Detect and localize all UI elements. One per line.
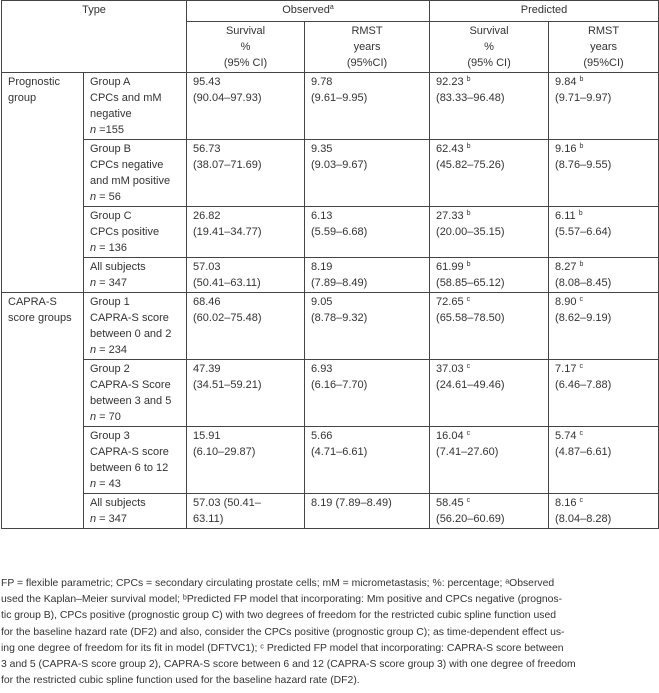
predicted-rmst-cell-footnote-mark: b [579,76,584,83]
predicted-survival-cell-value: 16.04 [436,430,464,442]
predicted-survival-cell-ci: (58.85–65.12) [436,277,505,289]
n-value: = 70 [96,411,121,423]
predicted-survival-cell-footnote-mark: c [466,363,471,370]
predicted-rmst-cell-ci: (8.62–9.19) [555,312,612,324]
predicted-rmst-cell-value: 6.11 [555,210,576,222]
n-label: n [90,411,97,423]
group-name-cell [84,494,187,529]
observed-rmst-cell-value: 6.13 [311,210,333,222]
obs-rmst-header-line3: (95%CI) [346,57,388,69]
footnote-line: FP = flexible parametric; CPCs = secondary circulating prostate cells; mM = micrometastasis; %: percentage; ᵃObserved [1,578,555,589]
group-name-line: Group 2 [90,363,130,375]
observed-rmst-cell-ci: (6.16–7.70) [311,379,368,391]
table-footnote [1,576,656,689]
predicted-rmst-cell-value: 8.90 [555,296,577,308]
observed-rmst-cell-value: 9.05 [311,296,333,308]
predicted-rmst-cell-footnote-mark: b [578,210,583,217]
predicted-header-label: Predicted [520,4,568,16]
predicted-rmst-cell-value-line [555,259,652,275]
observed-rmst-cell-ci: (9.61–9.95) [311,92,368,104]
table-row [2,293,659,360]
observed-survival-cell-ci: (50.41–63.11) [193,277,261,289]
observed-survival-cell [187,140,305,207]
observed-survival-cell-ci: (34.51–59.21) [193,379,262,391]
type-header-label: Type [82,4,106,16]
predicted-survival-cell-value: 37.03 [436,363,464,375]
observed-survival-cell-value: 68.46 [193,296,221,308]
predicted-survival-cell-value-line [436,74,542,90]
predicted-rmst-cell [549,293,659,360]
observed-rmst-cell [305,258,430,293]
observed-survival-cell-value-line [193,74,298,90]
group-name-cell [84,207,187,258]
predicted-rmst-cell [549,73,659,140]
observed-rmst-cell [305,207,430,258]
predicted-survival-cell-value-line [436,294,542,310]
group-category-label: score groups [8,312,72,324]
n-value: = 347 [96,277,128,289]
observed-survival-cell-value: 57.03 (50.41– [193,497,261,509]
table-row [2,494,659,529]
obs-survival-header [187,22,305,73]
group-name-cell [84,293,187,360]
predicted-survival-cell-footnote-mark: b [466,143,471,150]
observed-survival-cell-ci: (6.10–29.87) [193,446,256,458]
predicted-survival-cell [430,360,549,427]
table-row [2,360,659,427]
group-name-line: CAPRA-S score [90,312,169,324]
group-name-line: All subjects [90,497,146,509]
predicted-survival-cell-ci: (20.00–35.15) [436,226,505,238]
predicted-rmst-cell-footnote-mark: c [579,497,584,504]
group-n-line [90,409,180,425]
pred-rmst-header-line2: years [590,41,617,53]
observed-survival-cell-value-line [193,259,298,275]
footnote-line: tic group B), CPCs positive (prognostic group C) with two degrees of freedom for the restricted cubic spline function used [1,610,557,622]
observed-rmst-cell-value: 5.66 [311,430,333,442]
observed-rmst-cell-value: 8.19 [311,261,333,273]
group-name-line: between 0 and 2 [90,328,172,340]
group-name-cell [84,140,187,207]
group-name-cell [84,360,187,427]
predicted-survival-cell [430,494,549,529]
predicted-survival-cell-footnote-mark: c [466,497,471,504]
group-name-line: Group C [90,210,132,222]
predicted-survival-cell-footnote-mark: c [466,296,471,303]
group-name-line: negative [90,108,132,120]
observed-survival-cell [187,207,305,258]
observed-rmst-cell-value: 9.78 [311,76,333,88]
predicted-survival-cell-value-line [436,495,542,511]
predicted-rmst-cell-value-line [555,495,652,511]
survival-table [1,0,659,529]
predicted-survival-cell-value: 58.45 [436,497,464,509]
observed-header [187,1,430,22]
obs-rmst-header-line1: RMST [351,25,383,37]
predicted-rmst-cell-ci: (6.46–7.88) [555,379,612,391]
n-label: n [90,513,97,525]
observed-survival-cell-ci: (90.04–97.93) [193,92,262,104]
observed-survival-cell-ci: 63.11) [193,513,224,525]
group-name-line: Group 3 [90,430,130,442]
observed-rmst-cell-ci: (5.59–6.68) [311,226,368,238]
predicted-survival-cell-value-line [436,428,542,444]
predicted-survival-cell [430,140,549,207]
table-row [2,207,659,258]
table-row [2,73,659,140]
group-name-cell [84,427,187,494]
observed-survival-cell-ci: (19.41–34.77) [193,226,262,238]
predicted-survival-cell-ci: (56.20–60.69) [436,513,505,525]
group-n-line [90,275,180,291]
predicted-survival-cell-ci: (7.41–27.60) [436,446,499,458]
observed-survival-cell-value: 26.82 [193,210,221,222]
predicted-survival-cell-value: 27.33 [436,210,464,222]
pred-survival-header-line3: (95% CI) [467,57,511,69]
group-category-label: CAPRA-S [8,296,57,308]
group-n-line [90,189,180,205]
group-n-line [90,342,180,358]
predicted-rmst-cell-ci: (4.87–6.61) [555,446,612,458]
predicted-survival-cell [430,427,549,494]
n-value: = 43 [96,478,121,490]
n-label: n [90,242,97,254]
observed-survival-cell [187,293,305,360]
observed-survival-cell-value-line [193,141,298,157]
predicted-rmst-cell-ci: (9.71–9.97) [555,92,612,104]
observed-rmst-cell [305,494,430,529]
observed-survival-cell [187,427,305,494]
predicted-survival-cell-value: 62.43 [436,143,464,155]
obs-rmst-header-line2: years [353,41,381,53]
footnote-line: for the baseline hazard rate (DF2) and also, consider the CPCs positive (prognostic group C); as time-dependent effect us- [1,626,565,638]
obs-survival-header-line2: % [240,41,251,53]
predicted-rmst-cell-value-line [555,208,652,224]
observed-rmst-cell-value: 6.93 [311,363,333,375]
n-label: n [90,124,97,136]
footnote-line: for the restricted cubic spline function used for the baseline hazard rate (DF2). [1,675,360,687]
n-label: n [90,191,97,203]
group-name-line: Group A [90,76,131,88]
n-value: = 56 [96,191,121,203]
observed-survival-cell-value: 95.43 [193,76,221,88]
group-n-line [90,476,180,492]
observed-rmst-cell-ci: (9.03–9.67) [311,159,368,171]
group-name-line: Group B [90,143,131,155]
predicted-survival-cell-ci: (24.61–49.46) [436,379,505,391]
predicted-survival-cell-value: 61.99 [436,261,464,273]
observed-survival-cell-value-line [193,208,298,224]
observed-rmst-cell-value-line [311,428,423,444]
observed-rmst-cell-value: 8.19 (7.89–8.49) [311,497,392,509]
observed-survival-cell-ci: (60.02–75.48) [193,312,262,324]
group-category-cell [2,73,84,293]
predicted-survival-cell [430,258,549,293]
group-n-line [90,240,180,256]
group-name-line: between 6 to 12 [90,462,169,474]
observed-rmst-cell [305,360,430,427]
pred-survival-header [430,22,549,73]
group-name-line: CPCs negative [90,159,164,171]
n-value: = 234 [96,344,128,356]
predicted-rmst-cell [549,258,659,293]
footnote-line: used the Kaplan–Meier survival model; ᵇPredicted FP model that incorporating: Mm positive and CPCs negative (prognos- [1,594,563,606]
predicted-rmst-cell-value: 5.74 [555,430,577,442]
observed-rmst-cell-value-line [311,141,423,157]
footnote-line: 3 and 5 (CAPRA-S score group 2), CAPRA-S score between 6 and 12 (CAPRA-S score group 3) with one degree of freedom [1,659,576,671]
predicted-rmst-cell-ci: (8.08–8.45) [555,277,612,289]
group-name-line: CAPRA-S Score [90,379,171,391]
predicted-rmst-cell-value-line [555,294,652,310]
observed-rmst-cell-value-line [311,361,423,377]
group-name-line: CPCs and mM [90,92,162,104]
predicted-rmst-cell-footnote-mark: b [579,143,584,150]
observed-survival-cell-value: 15.91 [193,430,221,442]
predicted-survival-cell-value-line [436,361,542,377]
observed-header-label: Observed [282,4,330,16]
group-n-line [90,122,180,138]
predicted-survival-cell-value: 72.65 [436,296,464,308]
observed-survival-cell-value-line [193,428,298,444]
predicted-rmst-cell-ci: (8.04–8.28) [555,513,612,525]
observed-rmst-cell-ci: (7.89–8.49) [311,277,368,289]
predicted-rmst-cell-value: 9.84 [555,76,577,88]
predicted-rmst-cell-value: 7.17 [555,363,577,375]
predicted-rmst-cell [549,207,659,258]
observed-rmst-cell-ci: (4.71–6.61) [311,446,368,458]
group-category-label: group [8,92,37,104]
group-n-line [90,511,180,527]
predicted-survival-cell [430,73,549,140]
observed-survival-cell-ci: (38.07–71.69) [193,159,262,171]
observed-rmst-cell [305,293,430,360]
predicted-rmst-cell [549,494,659,529]
observed-rmst-cell-value-line [311,495,423,511]
obs-survival-header-line3: (95% CI) [223,57,268,69]
predicted-survival-cell-ci: (65.58–78.50) [436,312,505,324]
header-row-top [2,1,659,22]
predicted-rmst-cell-value: 8.27 [555,261,577,273]
observed-survival-cell-value-line [193,361,298,377]
type-header [2,1,187,73]
predicted-rmst-cell [549,427,659,494]
table-row [2,427,659,494]
predicted-rmst-cell-footnote-mark: c [579,296,584,303]
predicted-survival-cell-value: 92.23 [436,76,464,88]
n-label: n [90,478,97,490]
predicted-rmst-cell-footnote-mark: c [579,363,584,370]
observed-rmst-cell [305,73,430,140]
predicted-rmst-cell-ci: (8.76–9.55) [555,159,612,171]
observed-survival-cell-value: 47.39 [193,363,221,375]
observed-rmst-cell-value: 9.35 [311,143,333,155]
predicted-survival-cell [430,207,549,258]
predicted-rmst-cell-value: 9.16 [555,143,577,155]
footnote-line: ing one degree of freedom for its fit in model (DFTVC1); ᶜ Predicted FP model that incorporating: CAPRA-S score between [1,642,564,654]
observed-survival-cell-value: 56.73 [193,143,221,155]
table-row [2,140,659,207]
table-row [2,258,659,293]
group-name-line: between 3 and 5 [90,395,172,407]
predicted-survival-cell-footnote-mark: b [466,210,471,217]
n-label: n [90,277,97,289]
predicted-rmst-cell-value-line [555,361,652,377]
n-label: n [90,344,97,356]
observed-survival-cell [187,494,305,529]
group-category-cell [2,293,84,529]
predicted-survival-cell [430,293,549,360]
n-value: = 347 [96,513,128,525]
observed-rmst-cell [305,140,430,207]
observed-survival-cell [187,258,305,293]
predicted-survival-cell-footnote-mark: b [466,76,471,83]
group-name-line: CPCs positive [90,226,160,238]
predicted-survival-cell-footnote-mark: c [466,430,471,437]
predicted-rmst-cell-value: 8.16 [555,497,577,509]
n-value: =155 [96,124,124,136]
predicted-rmst-cell-value-line [555,428,652,444]
pred-survival-header-line1: Survival [469,25,509,37]
obs-survival-header-line1: Survival [225,25,266,37]
pred-rmst-header-line1: RMST [587,25,620,37]
group-name-line: CAPRA-S score [90,446,169,458]
observed-survival-cell-value: 57.03 [193,261,221,273]
observed-rmst-cell-value-line [311,208,423,224]
observed-rmst-cell [305,427,430,494]
observed-survival-cell-value-line [193,294,298,310]
predicted-survival-cell-ci: (45.82–75.26) [436,159,505,171]
observed-header-sup: a [329,4,334,11]
predicted-rmst-cell-footnote-mark: c [579,430,584,437]
predicted-survival-cell-value-line [436,208,542,224]
predicted-survival-cell-value-line [436,259,542,275]
pred-survival-header-line2: % [484,41,494,53]
predicted-rmst-cell-ci: (5.57–6.64) [555,226,612,238]
observed-rmst-cell-value-line [311,294,423,310]
predicted-rmst-cell [549,140,659,207]
observed-survival-cell [187,360,305,427]
group-name-cell [84,258,187,293]
predicted-rmst-cell-value-line [555,74,652,90]
predicted-survival-cell-footnote-mark: b [466,261,471,268]
predicted-rmst-cell [549,360,659,427]
predicted-rmst-cell-value-line [555,141,652,157]
observed-survival-cell [187,73,305,140]
group-name-cell [84,73,187,140]
predicted-survival-cell-ci: (83.33–96.48) [436,92,505,104]
observed-rmst-cell-value-line [311,259,423,275]
group-name-line: All subjects [90,261,146,273]
predicted-rmst-cell-footnote-mark: b [579,261,584,268]
group-category-label: Prognostic [8,76,60,88]
observed-survival-cell-value-line [193,495,298,511]
group-name-line: Group 1 [90,296,130,308]
predicted-survival-cell-value-line [436,141,542,157]
predicted-header [430,1,659,22]
observed-rmst-cell-ci: (8.78–9.32) [311,312,368,324]
pred-rmst-header-line3: (95%CI) [583,57,624,69]
group-name-line: and mM positive [90,175,171,187]
pred-rmst-header [549,22,659,73]
obs-rmst-header [305,22,430,73]
n-value: = 136 [96,242,128,254]
observed-rmst-cell-value-line [311,74,423,90]
